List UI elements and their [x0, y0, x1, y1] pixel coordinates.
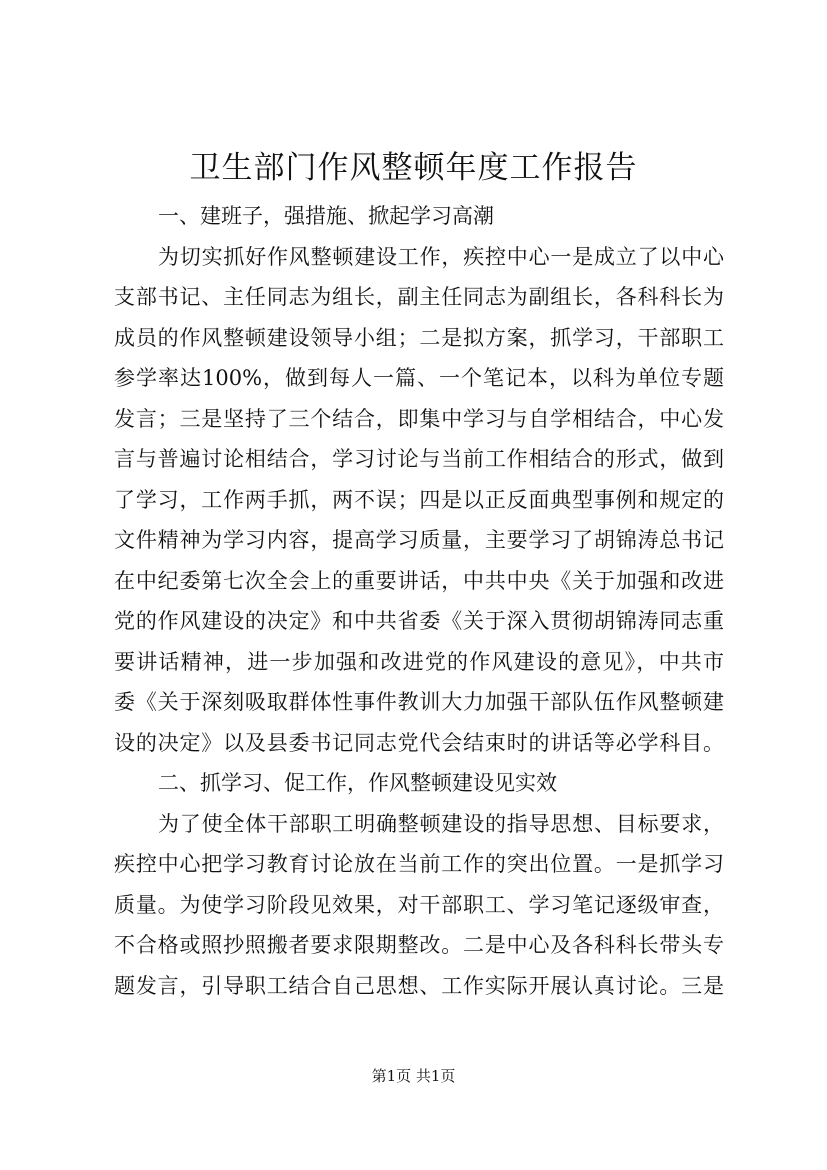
paragraph-line: 题发言，引导职工结合自己思想、工作实际开展认真讨论。三是	[114, 973, 724, 998]
paragraph-line: 为切实抓好作风整顿建设工作，疾控中心一是成立了以中心	[158, 244, 724, 269]
paragraph-line: 参学率达100%，做到每人一篇、一个笔记本，以科为单位专题	[114, 366, 724, 390]
paragraph-line: 成员的作风整顿建设领导小组；二是拟方案，抓学习，干部职工	[114, 325, 724, 350]
paragraph-line: 发言；三是坚持了三个结合，即集中学习与自学相结合，中心发	[114, 406, 724, 431]
paragraph-line: 党的作风建设的决定》和中共省委《关于深入贯彻胡锦涛同志重	[114, 609, 724, 633]
section-heading-2: 二、抓学习、促工作，作风整顿建设见实效	[158, 771, 557, 795]
paragraph-line: 支部书记、主任同志为组长，副主任同志为副组长，各科科长为	[114, 285, 724, 309]
section-heading-1: 一、建班子，强措施、掀起学习高潮	[158, 204, 494, 228]
paragraph-line: 了学习，工作两手抓，两不误；四是以正反面典型事例和规定的	[114, 487, 724, 512]
paragraph-line: 在中纪委第七次全会上的重要讲话，中共中央《关于加强和改进	[114, 568, 724, 593]
document-title: 卫生部门作风整顿年度工作报告	[189, 150, 638, 186]
paragraph-line: 文件精神为学习内容，提高学习质量，主要学习了胡锦涛总书记	[114, 528, 724, 552]
document-body	[114, 196, 724, 1006]
paragraph-line: 委《关于深刻吸取群体性事件教训大力加强干部队伍作风整顿建	[114, 690, 724, 714]
paragraph-line: 质量。为使学习阶段见效果，对干部职工、学习笔记逐级审查，	[114, 892, 724, 917]
paragraph-line: 言与普遍讨论相结合，学习讨论与当前工作相结合的形式，做到	[114, 447, 724, 471]
paragraph-line: 为了使全体干部职工明确整顿建设的指导思想、目标要求，	[158, 811, 724, 836]
page-footer: 第1页 共1页	[371, 1067, 456, 1085]
paragraph-line: 不合格或照抄照搬者要求限期整改。二是中心及各科科长带头专	[114, 933, 724, 957]
paragraph-line: 要讲话精神，进一步加强和改进党的作风建设的意见》，中共市	[114, 649, 724, 674]
paragraph-line: 疾控中心把学习教育讨论放在当前工作的突出位置。一是抓学习	[114, 852, 724, 876]
paragraph-line: 设的决定》以及县委书记同志党代会结束时的讲话等必学科目。	[114, 730, 724, 755]
